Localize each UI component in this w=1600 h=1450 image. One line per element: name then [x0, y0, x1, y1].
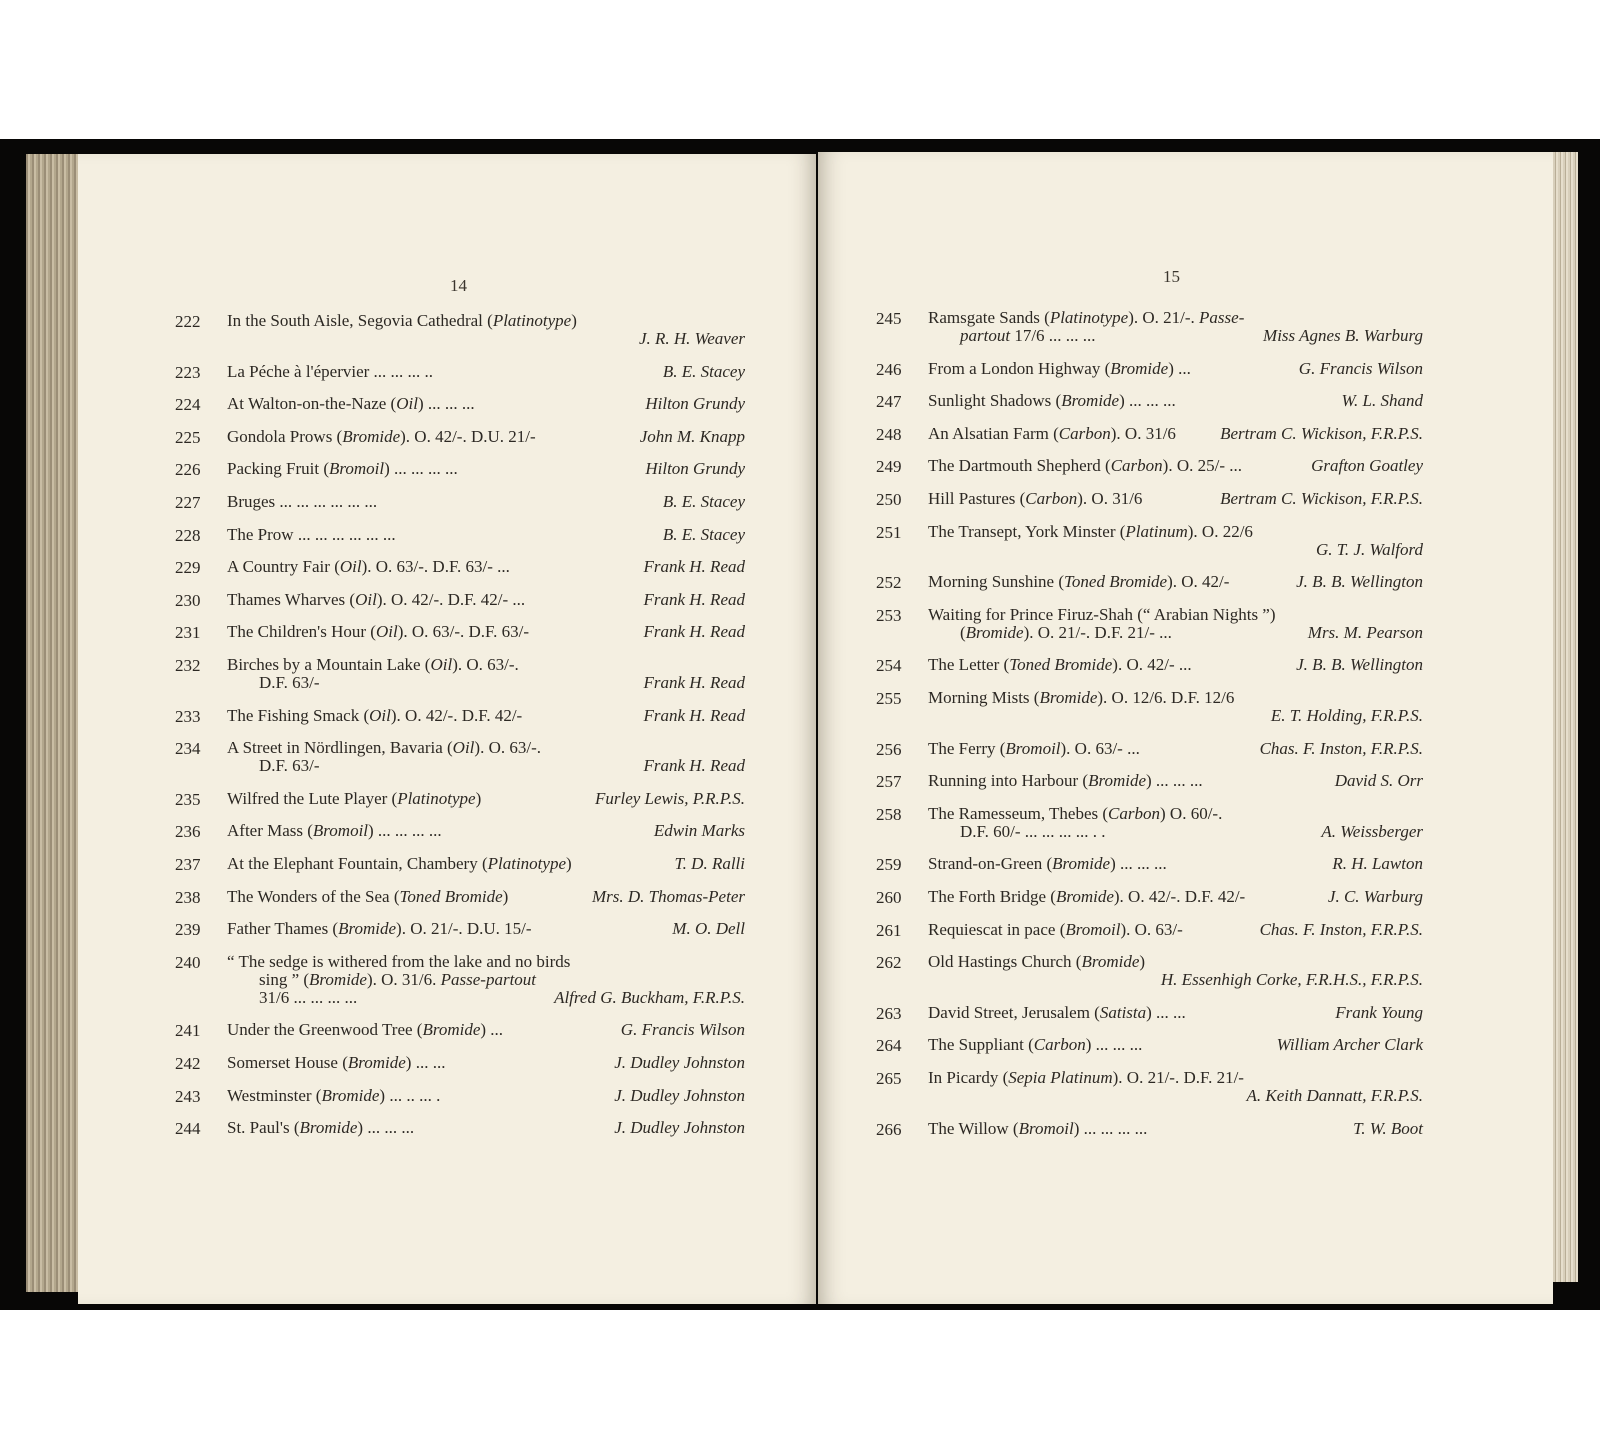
catalogue-entry-232: [175, 656, 745, 692]
entry-number: 253: [876, 605, 902, 625]
entry-title-line1: In Picardy (Sepia Platinum). O. 21/-. D.F. 21/-: [928, 1068, 1244, 1087]
page-edges-right: [1553, 152, 1578, 1282]
catalogue-entry-255: [876, 689, 1423, 725]
entry-number: 245: [876, 309, 902, 328]
entry-title-line1: The Wonders of the Sea (Toned Bromide): [227, 886, 509, 906]
entry-author: Bertram C. Wickison, F.R.P.S.: [1220, 489, 1423, 508]
catalogue-entry-250: [876, 490, 1423, 508]
entry-title-line1: David Street, Jerusalem (Satista) ... ...: [928, 1002, 1186, 1022]
entry-author: B. E. Stacey: [662, 524, 745, 544]
entry-number: 247: [876, 392, 902, 412]
catalogue-entry-266: [876, 1120, 1423, 1138]
catalogue-entry-230: [175, 591, 745, 609]
entry-title-line1: Ramsgate Sands (Platinotype). O. 21/-. Passe-: [928, 308, 1245, 327]
catalogue-entry-244: [175, 1119, 745, 1137]
catalogue-entry-228: [175, 526, 745, 544]
entry-title-line1: La Péche à l'épervier ... ... ... ..: [227, 361, 434, 381]
entry-title-line1: The Children's Hour (Oil). O. 63/-. D.F. 63/-: [227, 622, 530, 642]
entry-number: 246: [876, 359, 902, 379]
catalogue-entry-260: [876, 888, 1423, 906]
entry-author: R. H. Lawton: [1332, 854, 1423, 874]
page-edges-left: [26, 154, 78, 1292]
catalogue-entry-222: [175, 312, 745, 348]
entry-author: Furley Lewis, P.R.P.S.: [594, 788, 745, 808]
catalogue-entry-243: [175, 1087, 745, 1105]
entry-number: 262: [876, 953, 902, 973]
entry-title-line1: After Mass (Bromoil) ... ... ... ...: [227, 821, 442, 841]
entry-number: 231: [175, 623, 201, 643]
entry-author: Frank Young: [1335, 1002, 1423, 1022]
entry-number: 237: [175, 855, 201, 874]
entry-number: 240: [175, 952, 201, 972]
catalogue-entry-237: [175, 855, 745, 873]
entry-author: Mrs. D. Thomas-Peter: [592, 886, 745, 906]
left-page: [78, 154, 816, 1304]
entry-number: 236: [175, 822, 201, 842]
entry-author: Frank H. Read: [643, 557, 745, 577]
entry-number: 248: [876, 424, 902, 444]
entry-number: 230: [175, 590, 201, 610]
entry-author: J. B. B. Wellington: [1296, 572, 1423, 592]
entry-number: 258: [876, 804, 902, 824]
entry-title-line1: Hill Pastures (Carbon). O. 31/6: [928, 489, 1143, 508]
catalogue-entry-249: [876, 457, 1423, 475]
catalogue-entry-238: [175, 888, 745, 906]
entry-title-line1: Morning Sunshine (Toned Bromide). O. 42/-: [928, 572, 1230, 592]
entry-title-line1: The Willow (Bromoil) ... ... ... ...: [928, 1118, 1148, 1138]
entry-number: 224: [175, 395, 201, 415]
entry-author: Frank H. Read: [643, 622, 745, 642]
catalogue-entry-227: [175, 493, 745, 511]
catalogue-entry-254: [876, 656, 1423, 674]
entry-number: 226: [175, 460, 201, 480]
entry-number: 249: [876, 457, 902, 477]
entry-title-line1: A Street in Nördlingen, Bavaria (Oil). O. 63/-.: [227, 738, 541, 758]
entry-title-line1: Packing Fruit (Bromoil) ... ... ... ...: [227, 459, 458, 479]
entry-author: G. Francis Wilson: [1298, 358, 1423, 378]
entry-title-line1: The Ramesseum, Thebes (Carbon) O. 60/-.: [928, 803, 1223, 823]
entry-title-line1: Thames Wharves (Oil). O. 42/-. D.F. 42/- ...: [227, 589, 526, 609]
entry-title-line1: At Walton-on-the-Naze (Oil) ... ... ...: [227, 394, 475, 414]
entry-title-line1: Birches by a Mountain Lake (Oil). O. 63/-.: [227, 655, 519, 674]
entry-number: 252: [876, 573, 902, 593]
entry-number: 229: [175, 558, 201, 578]
entry-author: E. T. Holding, F.R.P.S.: [1270, 706, 1423, 725]
entry-number: 243: [175, 1086, 201, 1106]
catalogue-entry-239: [175, 920, 745, 938]
entry-title-line1: The Suppliant (Carbon) ... ... ...: [928, 1035, 1143, 1055]
entry-title-line1: Sunlight Shadows (Bromide) ... ... ...: [928, 391, 1176, 411]
catalogue-entry-264: [876, 1036, 1423, 1054]
entry-title-line2: (Bromide). O. 21/-. D.F. 21/- ...: [960, 622, 1172, 642]
entry-number: 234: [175, 739, 201, 759]
entry-author: J. Dudley Johnston: [614, 1085, 745, 1105]
entry-author: Miss Agnes B. Warburg: [1263, 326, 1423, 345]
catalogue-entry-248: [876, 425, 1423, 443]
entry-number: 261: [876, 920, 902, 940]
right-page: [818, 152, 1553, 1304]
entry-number: 259: [876, 855, 902, 875]
entry-number: 228: [175, 525, 201, 545]
entry-title-line1: Running into Harbour (Bromide) ... ... ...: [928, 771, 1203, 791]
entry-author: H. Essenhigh Corke, F.R.H.S., F.R.P.S.: [1160, 970, 1423, 990]
entry-number: 232: [175, 656, 201, 675]
catalogue-entry-261: [876, 921, 1423, 939]
catalogue-entry-259: [876, 855, 1423, 873]
entry-author: Bertram C. Wickison, F.R.P.S.: [1220, 423, 1423, 443]
catalogue-entry-224: [175, 395, 745, 413]
entry-author: Hilton Grundy: [645, 394, 745, 414]
entry-title-line1: The Forth Bridge (Bromide). O. 42/-. D.F. 42/-: [928, 887, 1246, 906]
entry-author: Frank H. Read: [643, 673, 745, 692]
entry-number: 238: [175, 887, 201, 907]
entry-title-line1: An Alsatian Farm (Carbon). O. 31/6: [928, 423, 1176, 443]
entry-number: 235: [175, 789, 201, 809]
catalogue-entry-223: [175, 363, 745, 381]
entry-author: Chas. F. Inston, F.R.P.S.: [1259, 738, 1423, 758]
entry-author: A. Weissberger: [1321, 821, 1423, 841]
entry-title-line2: sing ” (Bromide). O. 31/6. Passe-partout: [259, 969, 537, 989]
entry-number: 233: [175, 706, 201, 726]
entry-number: 222: [175, 312, 201, 331]
catalogue-entry-242: [175, 1054, 745, 1072]
catalogue-entry-236: [175, 822, 745, 840]
open-book: [0, 139, 1600, 1310]
catalogue-entry-252: [876, 573, 1423, 591]
catalogue-entry-251: [876, 523, 1423, 559]
entry-author: J. Dudley Johnston: [614, 1118, 745, 1138]
entry-author: William Archer Clark: [1276, 1035, 1423, 1055]
entry-title-line1: The Transept, York Minster (Platinum). O. 22/6: [928, 521, 1253, 541]
entry-title-line1: Father Thames (Bromide). O. 21/-. D.U. 15/-: [227, 919, 532, 939]
entry-author: Hilton Grundy: [645, 459, 745, 479]
entry-title-line1: In the South Aisle, Segovia Cathedral (Platinotype): [227, 311, 577, 330]
catalogue-entry-256: [876, 740, 1423, 758]
entry-author: B. E. Stacey: [662, 492, 745, 511]
entry-title-line1: From a London Highway (Bromide) ...: [928, 358, 1191, 378]
entry-title-line1: Gondola Prows (Bromide). O. 42/-. D.U. 21/-: [227, 426, 536, 446]
entry-author: Frank H. Read: [643, 589, 745, 609]
entry-number: 244: [175, 1119, 201, 1139]
entry-number: 255: [876, 689, 902, 708]
entry-title-line2: D.F. 60/- ... ... ... ... . .: [960, 821, 1106, 841]
catalogue-entry-231: [175, 623, 745, 641]
entry-number: 256: [876, 739, 902, 759]
entry-title-line1: Strand-on-Green (Bromide) ... ... ...: [928, 854, 1167, 874]
entry-title-line1: Under the Greenwood Tree (Bromide) ...: [227, 1020, 504, 1040]
entry-title-line1: The Ferry (Bromoil). O. 63/- ...: [928, 738, 1140, 758]
entry-title-line1: At the Elephant Fountain, Chambery (Platinotype): [227, 854, 572, 873]
entry-author: Frank H. Read: [643, 705, 745, 725]
entry-title-line1: The Letter (Toned Bromide). O. 42/- ...: [928, 655, 1192, 675]
entry-title-line1: St. Paul's (Bromide) ... ... ...: [227, 1118, 415, 1138]
entry-number: 266: [876, 1119, 902, 1139]
entry-title-line2: D.F. 63/-: [259, 673, 320, 692]
entry-author: J. C. Warburg: [1327, 887, 1423, 906]
entry-title-line1: Wilfred the Lute Player (Platinotype): [227, 788, 482, 808]
entry-number: 242: [175, 1054, 201, 1073]
entry-author: Frank H. Read: [643, 756, 745, 776]
catalogue-entry-233: [175, 707, 745, 725]
entry-author: John M. Knapp: [639, 426, 745, 446]
entry-title-line1: Requiescat in pace (Bromoil). O. 63/-: [928, 919, 1183, 939]
entry-author: G. T. J. Walford: [1315, 539, 1423, 559]
entry-number: 225: [175, 427, 201, 447]
catalogue-entry-253: [876, 606, 1423, 642]
catalogue-entry-263: [876, 1004, 1423, 1022]
entry-title-line2: D.F. 63/-: [259, 756, 320, 776]
entry-author: A. Keith Dannatt, F.R.P.S.: [1246, 1086, 1423, 1105]
catalogue-entry-257: [876, 772, 1423, 790]
catalogue-entry-235: [175, 790, 745, 808]
page-number-14: 14: [450, 276, 467, 295]
entry-title-line1: Old Hastings Church (Bromide): [928, 952, 1146, 972]
catalogue-entry-225: [175, 428, 745, 446]
entry-number: 250: [876, 490, 902, 509]
catalogue-entry-234: [175, 739, 745, 775]
entry-number: 263: [876, 1003, 902, 1023]
entry-author: W. L. Shand: [1341, 391, 1423, 411]
catalogue-entry-229: [175, 558, 745, 576]
entry-number: 257: [876, 772, 902, 792]
entry-number: 260: [876, 888, 902, 907]
entry-number: 254: [876, 656, 902, 676]
entry-number: 264: [876, 1036, 902, 1056]
page-number-15: 15: [1163, 267, 1180, 286]
catalogue-entry-226: [175, 460, 745, 478]
entry-title-line3: 31/6 ... ... ... ...: [259, 987, 358, 1007]
entry-number: 251: [876, 522, 902, 542]
entry-title-line1: “ The sedge is withered from the lake and no birds: [227, 951, 571, 971]
entry-title-line1: Westminster (Bromide) ... .. ... .: [227, 1085, 441, 1105]
entry-author: B. E. Stacey: [662, 361, 745, 381]
entry-author: M. O. Dell: [672, 919, 745, 939]
entry-number: 241: [175, 1021, 201, 1041]
entry-author: J. Dudley Johnston: [614, 1053, 745, 1072]
entry-author: J. B. B. Wellington: [1296, 655, 1423, 675]
entry-title-line2: partout 17/6 ... ... ...: [960, 326, 1096, 345]
catalogue-entry-245: [876, 309, 1423, 345]
entry-title-line1: The Dartmouth Shepherd (Carbon). O. 25/- ...: [928, 456, 1242, 476]
entry-author: T. D. Ralli: [674, 854, 745, 873]
entry-title-line1: A Country Fair (Oil). O. 63/-. D.F. 63/- ...: [227, 557, 510, 577]
entry-title-line1: Bruges ... ... ... ... ... ...: [227, 492, 378, 511]
catalogue-entry-246: [876, 360, 1423, 378]
entry-author: T. W. Boot: [1353, 1118, 1423, 1138]
entry-number: 227: [175, 493, 201, 512]
catalogue-entry-258: [876, 805, 1423, 841]
entry-author: Alfred G. Buckham, F.R.P.S.: [554, 987, 745, 1007]
catalogue-entry-262: [876, 953, 1423, 989]
entry-title-line1: The Prow ... ... ... ... ... ...: [227, 524, 396, 544]
entry-title-line1: The Fishing Smack (Oil). O. 42/-. D.F. 42/-: [227, 705, 523, 725]
entry-author: Grafton Goatley: [1311, 456, 1423, 476]
entry-number: 265: [876, 1069, 902, 1088]
entry-number: 223: [175, 362, 201, 382]
catalogue-entry-241: [175, 1021, 745, 1039]
entry-number: 239: [175, 920, 201, 940]
entry-title-line1: Morning Mists (Bromide). O. 12/6. D.F. 12/6: [928, 688, 1235, 707]
entry-author: Mrs. M. Pearson: [1307, 622, 1423, 642]
entry-author: G. Francis Wilson: [620, 1020, 745, 1040]
entry-author: Chas. F. Inston, F.R.P.S.: [1259, 919, 1423, 939]
catalogue-entry-240: [175, 953, 745, 1007]
entry-title-line1: Waiting for Prince Firuz-Shah (“ Arabian Nights ”): [928, 604, 1276, 624]
entry-author: David S. Orr: [1334, 771, 1423, 791]
catalogue-entry-265: [876, 1069, 1423, 1105]
catalogue-entry-247: [876, 392, 1423, 410]
entry-author: J. R. H. Weaver: [638, 329, 745, 348]
entry-title-line1: Somerset House (Bromide) ... ...: [227, 1053, 446, 1072]
entry-author: Edwin Marks: [653, 821, 745, 841]
